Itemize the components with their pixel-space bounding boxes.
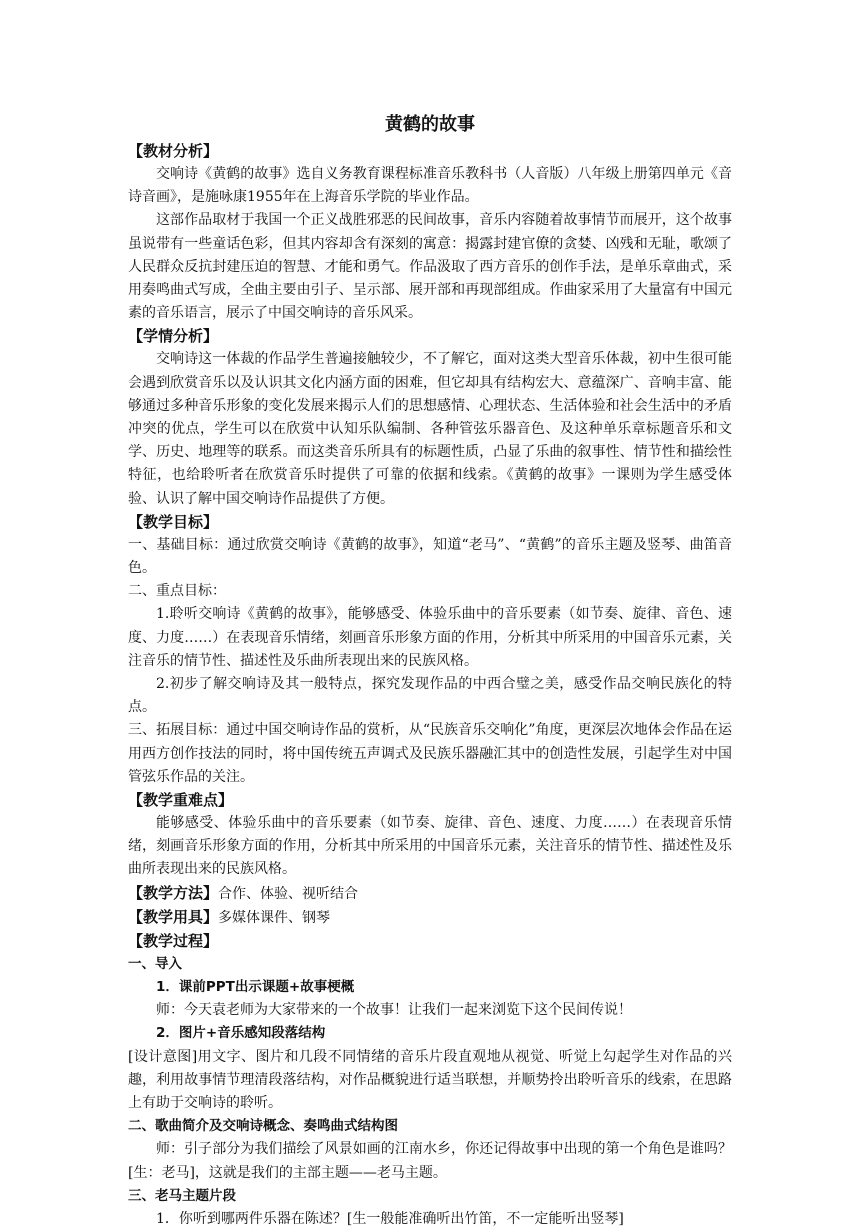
section-heading-teaching-methods	[128, 882, 732, 906]
paragraph: 这部作品取材于我国一个正义战胜邪恶的民间故事，音乐内容随着故事情节而展开，这个故事虽说带有一些童话色彩，但其内容却含有深刻的寓意：揭露封建官僚的贪婪、凶残和无耻，歌颂了人民群众反抗封建压迫的智慧、才能和勇气。作品汲取了西方音乐的创作手法，是单乐章曲式，采用奏鸣曲式写成，全曲主要由引子、呈示部、展开部和再现部组成。作曲家采用了大量富有中国元素的音乐语言，展示了中国交响诗的音乐风采。	[128, 212, 732, 322]
design-intent-label: [设计意图]	[128, 1048, 198, 1065]
step-intro-2: 2．图片+音乐感知段落结构	[156, 1025, 326, 1042]
design-intent-text: 用文字、图片和几段不同情绪的音乐片段直观地从视觉、听觉上勾起学生对作品的兴趣，利用故事情节理清段落结构，对作品概貌进行适当联想，并顺势拎出聆听音乐的线索，在思路上有助于交响诗的聆听。	[128, 1048, 732, 1111]
paragraph: 交响诗这一体裁的作品学生普遍接触较少，不了解它，面对这类大型音乐体裁，初中生很可能会遇到欣赏音乐以及认识其文化内涵方面的困难，但它却具有结构宏大、意蕴深广、音响丰富、能够通过多种音乐形象的变化发展来揭示人们的思想感情、心理状态、生活体验和社会生活中的矛盾冲突的优点，学生可以在欣赏中认知乐队编制、各种管弦乐器音色、及这种单乐章标题音乐和文学、历史、地理等的联系。而这类音乐所具有的标题性质，凸显了乐曲的叙事性、情节性和描绘性特征，也给聆听者在欣赏音乐时提供了可靠的依据和线索。《黄鹤的故事》一课则为学生感受体验、认识了解中国交响诗作品提供了方便。	[128, 351, 732, 507]
design-intent	[128, 1046, 732, 1116]
section-heading-student-analysis: 【学情分析】	[128, 327, 219, 346]
step-two: 二、歌曲简介及交响诗概念、奏鸣曲式结构图	[128, 1118, 398, 1135]
section-heading-textbook-analysis: 【教材分析】	[128, 142, 219, 160]
paragraph: 师：今天袁老师为大家带来的一个故事！让我们一起来浏览下这个民间传说！	[156, 1002, 632, 1019]
paragraph: 交响诗《黄鹤的故事》选自义务教育课程标准音乐教科书（人音版）八年级上册第四单元《音诗音画》，是施咏康1955年在上海音乐学院的毕业作品。	[128, 166, 732, 206]
document-page	[128, 112, 732, 1231]
step-intro: 一、导入	[128, 955, 182, 972]
section-heading-teaching-tools	[128, 906, 732, 930]
paragraph: 师：引子部分为我们描绘了风景如画的江南水乡，你还记得故事中出现的第一个角色是谁吗？[生：老马]，这就是我们的主部主题——老马主题。	[128, 1141, 732, 1181]
section-heading-teaching-process: 【教学过程】	[128, 931, 219, 950]
page-title: 黄鹤的故事	[385, 114, 475, 135]
heading-value: 合作、体验、视听结合	[218, 885, 359, 902]
goal-key-item-1: 1.聆听交响诗《黄鹤的故事》，能够感受、体验乐曲中的音乐要素（如节奏、旋律、音色、速度、力度……）在表现音乐情绪，刻画音乐形象方面的作用，分析其中所采用的中国音乐元素，关注音乐的情节性、描述性及乐曲所表现出来的民族风格。	[128, 606, 732, 669]
paragraph: 能够感受、体验乐曲中的音乐要素（如节奏、旋律、音色、速度、力度……）在表现音乐情绪，刻画音乐形象方面的作用，分析其中所采用的中国音乐元素，关注音乐的情节性、描述性及乐曲所表现出来的民族风格。	[128, 815, 732, 878]
heading-label: 【教学方法】	[128, 883, 219, 902]
section-heading-teaching-goals: 【教学目标】	[128, 512, 219, 531]
step-intro-1: 1．课前PPT出示课题+故事梗概	[156, 978, 355, 995]
goal-key: 二、重点目标：	[128, 583, 226, 600]
section-heading-key-difficulties: 【教学重难点】	[128, 791, 234, 810]
step-three-item-1: 1．你听到哪两件乐器在陈述？[生一般能准确听出竹笛，不一定能听出竖琴]	[156, 1210, 624, 1227]
goal-basic: 一、基础目标：通过欣赏交响诗《黄鹤的故事》，知道“老马”、“黄鹤”的音乐主题及竖琴、曲笛音色。	[128, 536, 732, 577]
goal-extended: 三、拓展目标：通过中国交响诗作品的赏析，从“民族音乐交响化”角度，更深层次地体会作品在运用西方创作技法的同时，将中国传统五声调式及民族乐器融汇其中的创造性发展，引起学生对中国管弦乐作品的关注。	[128, 722, 732, 785]
goal-key-item-2: 2.初步了解交响诗及其一般特点，探究发现作品的中西合璧之美，感受作品交响民族化的特点。	[128, 676, 732, 716]
step-three: 三、老马主题片段	[128, 1187, 236, 1204]
heading-value: 多媒体课件、钢琴	[218, 909, 331, 926]
heading-label: 【教学用具】	[128, 907, 219, 926]
